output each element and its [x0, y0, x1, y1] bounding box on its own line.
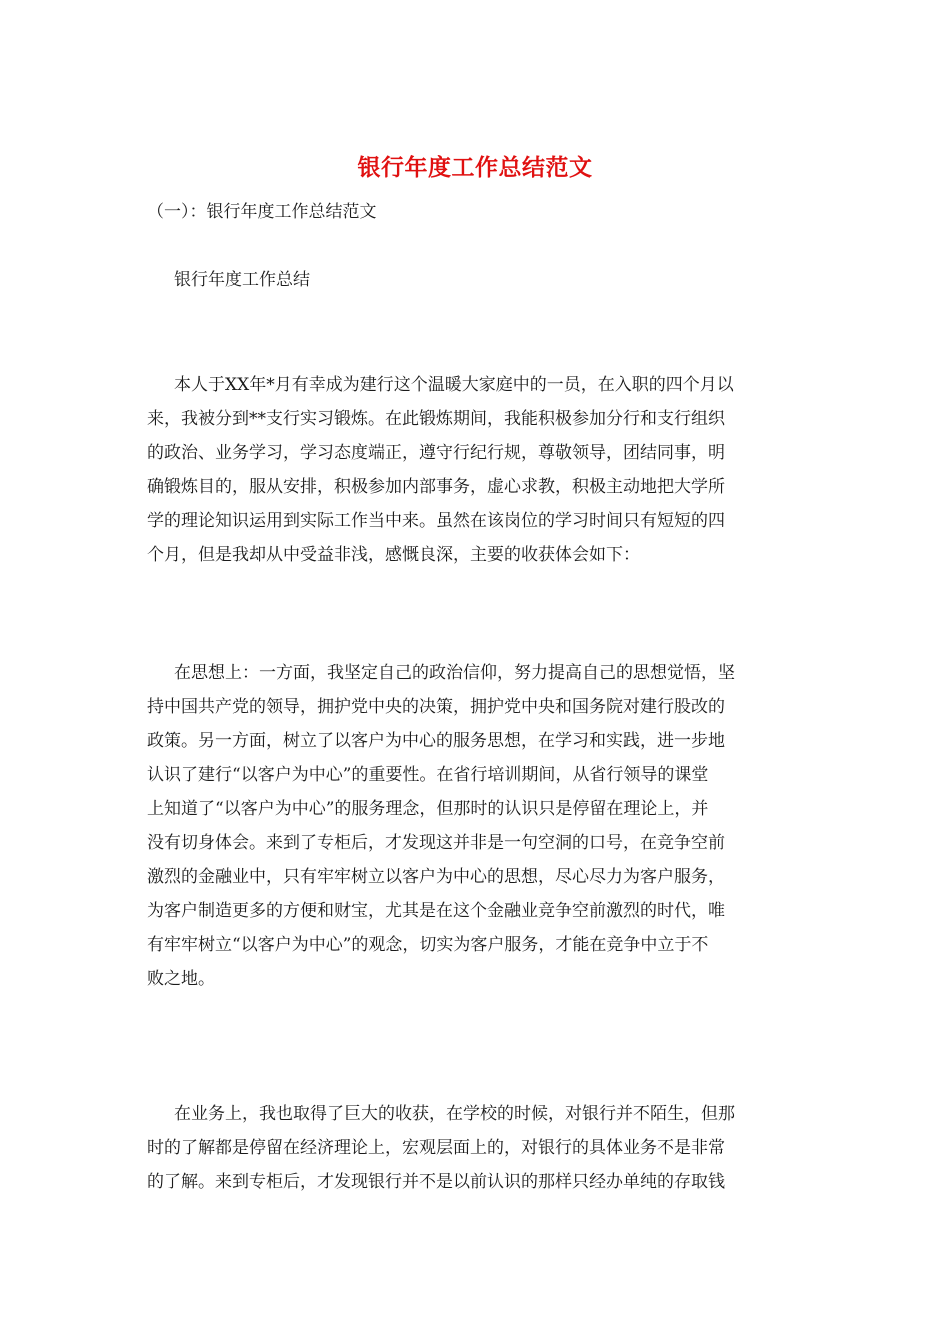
paragraph-line: 来，我被分到**支行实习锻炼。在此锻炼期间，我能积极参加分行和支行组织	[147, 409, 725, 429]
paragraph-line: 个月，但是我却从中受益非浅，感慨良深，主要的收获体会如下：	[147, 545, 640, 565]
paragraph-line: 为客户制造更多的方便和财宝，尤其是在这个金融业竞争空前激烈的时代，唯	[147, 901, 725, 921]
paragraph-line: 政策。另一方面，树立了以客户为中心的服务思想，在学习和实践，进一步地	[147, 731, 725, 751]
paragraph-line: 在思想上：一方面，我坚定自己的政治信仰，努力提高自己的思想觉悟，坚	[174, 663, 735, 683]
paragraph-line: 确锻炼目的，服从安排，积极参加内部事务，虚心求教，积极主动地把大学所	[147, 477, 725, 497]
paragraph-line: 没有切身体会。来到了专柜后，才发现这并非是一句空洞的口号，在竞争空前	[147, 833, 725, 853]
paragraph-1	[147, 368, 807, 572]
document-title: 银行年度工作总结范文	[357, 154, 593, 181]
paragraph-line: 的了解。来到专柜后，才发现银行并不是以前认识的那样只经办单纯的存取钱	[147, 1172, 725, 1192]
paragraph-line: 持中国共产党的领导，拥护党中央的决策，拥护党中央和国务院对建行股改的	[147, 697, 725, 717]
paragraph-line: 本人于XX年*月有幸成为建行这个温暖大家庭中的一员，在入职的四个月以	[174, 375, 734, 395]
section-heading: 银行年度工作总结	[174, 270, 310, 290]
paragraph-line: 时的了解都是停留在经济理论上，宏观层面上的，对银行的具体业务不是非常	[147, 1138, 725, 1158]
paragraph-3	[147, 1097, 807, 1199]
paragraph-line: 学的理论知识运用到实际工作当中来。虽然在该岗位的学习时间只有短短的四	[147, 511, 725, 531]
paragraph-line: 败之地。	[147, 969, 215, 989]
paragraph-line: 有牢牢树立“以客户为中心”的观念，切实为客户服务，才能在竞争中立于不	[147, 935, 709, 955]
document-subtitle: （一）：银行年度工作总结范文	[147, 202, 377, 222]
paragraph-line: 在业务上，我也取得了巨大的收获，在学校的时候，对银行并不陌生，但那	[174, 1104, 735, 1124]
paragraph-line: 上知道了“以客户为中心”的服务理念，但那时的认识只是停留在理论上，并	[147, 799, 709, 819]
paragraph-line: 激烈的金融业中，只有牢牢树立以客户为中心的思想，尽心尽力为客户服务，	[147, 867, 725, 887]
paragraph-2	[147, 656, 807, 996]
paragraph-line: 的政治、业务学习，学习态度端正，遵守行纪行规，尊敬领导，团结同事，明	[147, 443, 725, 463]
paragraph-line: 认识了建行“以客户为中心”的重要性。在省行培训期间，从省行领导的课堂	[147, 765, 709, 785]
